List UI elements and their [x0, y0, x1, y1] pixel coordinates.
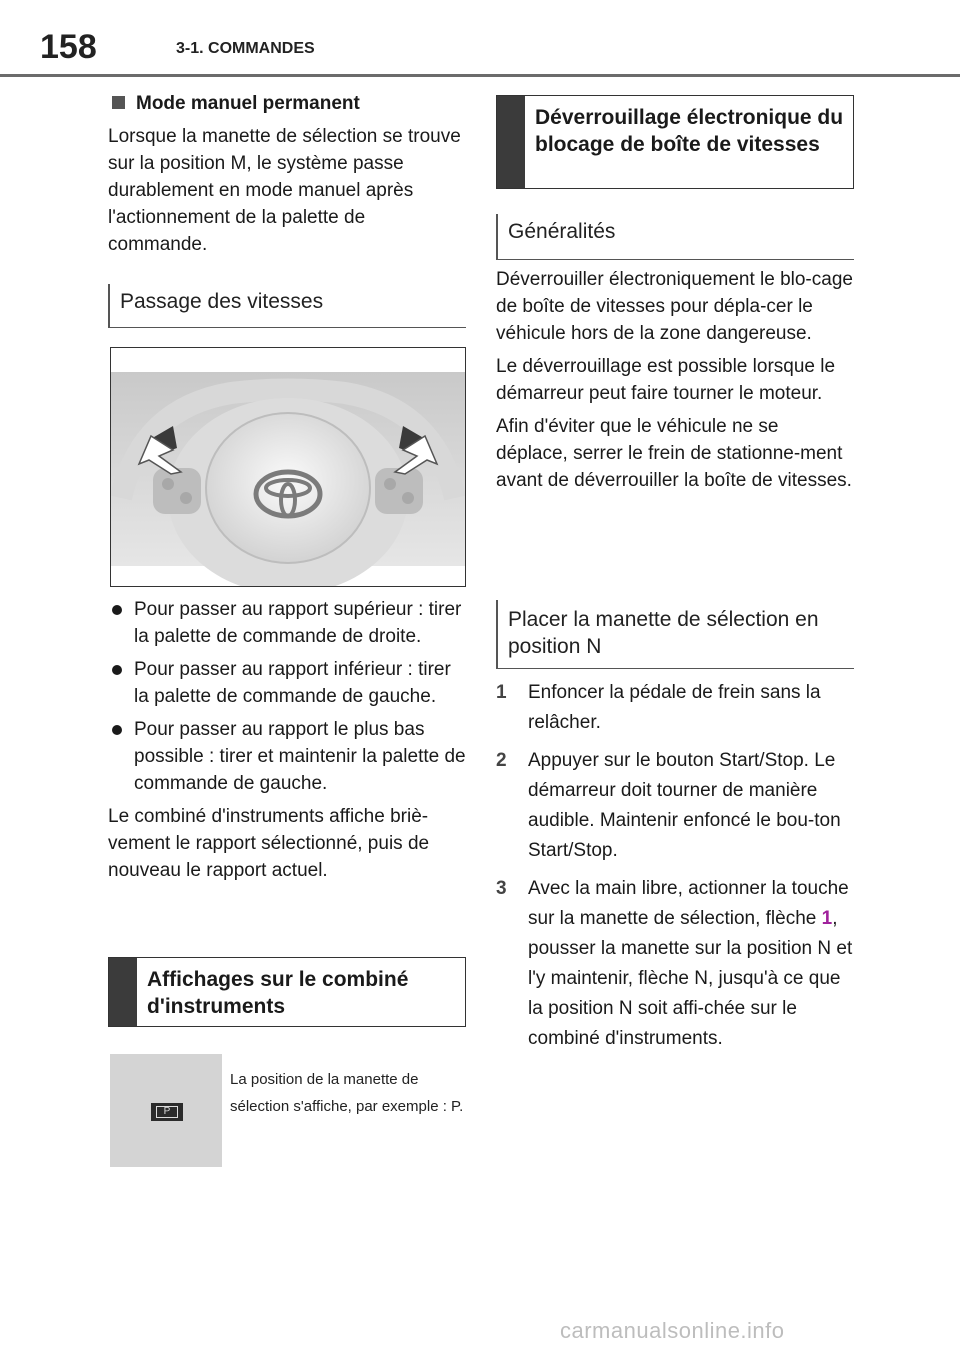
paragraph: Le déverrouillage est possible lorsque le démarreur peut faire tourner le moteur.: [496, 356, 836, 404]
gear-p-indicator: P: [151, 1103, 183, 1121]
header-divider: [0, 74, 960, 77]
steering-wheel-figure: [110, 347, 466, 587]
step-item: 1 Enfoncer la pédale de frein sans la relâcher.: [496, 682, 821, 733]
paragraph: Déverrouiller électroniquement le blo-cage de boîte de vitesses pour dépla-cer le véhicule hors de la zone dangereuse.: [496, 269, 853, 344]
section-title-neutral: Placer la manette de sélection en position N: [496, 600, 854, 669]
steering-wheel-illustration: [111, 348, 465, 586]
page-number: 158: [40, 28, 97, 66]
list-item: Pour passer au rapport le plus bas possible : tirer et maintenir la palette de commande de gauche.: [108, 716, 466, 797]
section-title-shift: Passage des vitesses: [108, 284, 466, 328]
list-item: Pour passer au rapport supérieur : tirer la palette de commande de droite.: [108, 596, 466, 650]
shift-bullets: [108, 596, 466, 884]
chapter-title: 3-1. COMMANDES: [176, 40, 315, 57]
callout-ref: 1: [821, 908, 833, 929]
after-bullets-text: Le combiné d'instruments affiche briè-vement le rapport sélectionné, puis de nouveau le rapport actuel.: [108, 806, 430, 881]
section-title-display: Affichages sur le combiné d'instruments: [108, 957, 466, 1027]
manual-mode-text: Lorsque la manette de sélection se trouve sur la position M, le système passe durablement en mode manuel après l'actionnement de la palette de commande.: [108, 126, 461, 255]
manual-mode-heading: Mode manuel permanent: [108, 90, 466, 117]
watermark: carmanualsonline.info: [560, 1318, 785, 1343]
manual-mode-block: [108, 90, 466, 258]
square-bullet-icon: [112, 96, 125, 109]
step-item: 3 Avec la main libre, actionner la touche sur la manette de sélection, flèche 1, pousser la manette sur la position N et l'y maintenir, flèche N, jusqu'à ce que la position N soit affi-chée sur le combiné d'instruments.: [496, 878, 853, 1049]
neutral-steps: [496, 678, 854, 1062]
section-title-unlock: Déverrouillage électronique du blocage de boîte de vitesses: [496, 95, 854, 189]
list-item: Pour passer au rapport inférieur : tirer la palette de commande de gauche.: [108, 656, 466, 710]
paragraph: Afin d'éviter que le véhicule ne se déplace, serrer le frein de stationne-ment avant de déverrouiller la boîte de vitesses.: [496, 416, 852, 491]
step-item: 2 Appuyer sur le bouton Start/Stop. Le démarreur doit tourner de manière audible. Maintenir enfoncé le bou-ton Start/Stop.: [496, 750, 841, 861]
display-description: La position de la manette de sélection s'affiche, par exemple : P.: [230, 1071, 464, 1115]
general-paragraphs: [496, 266, 854, 494]
page-header: [0, 0, 960, 78]
section-title-general: Généralités: [496, 214, 854, 260]
